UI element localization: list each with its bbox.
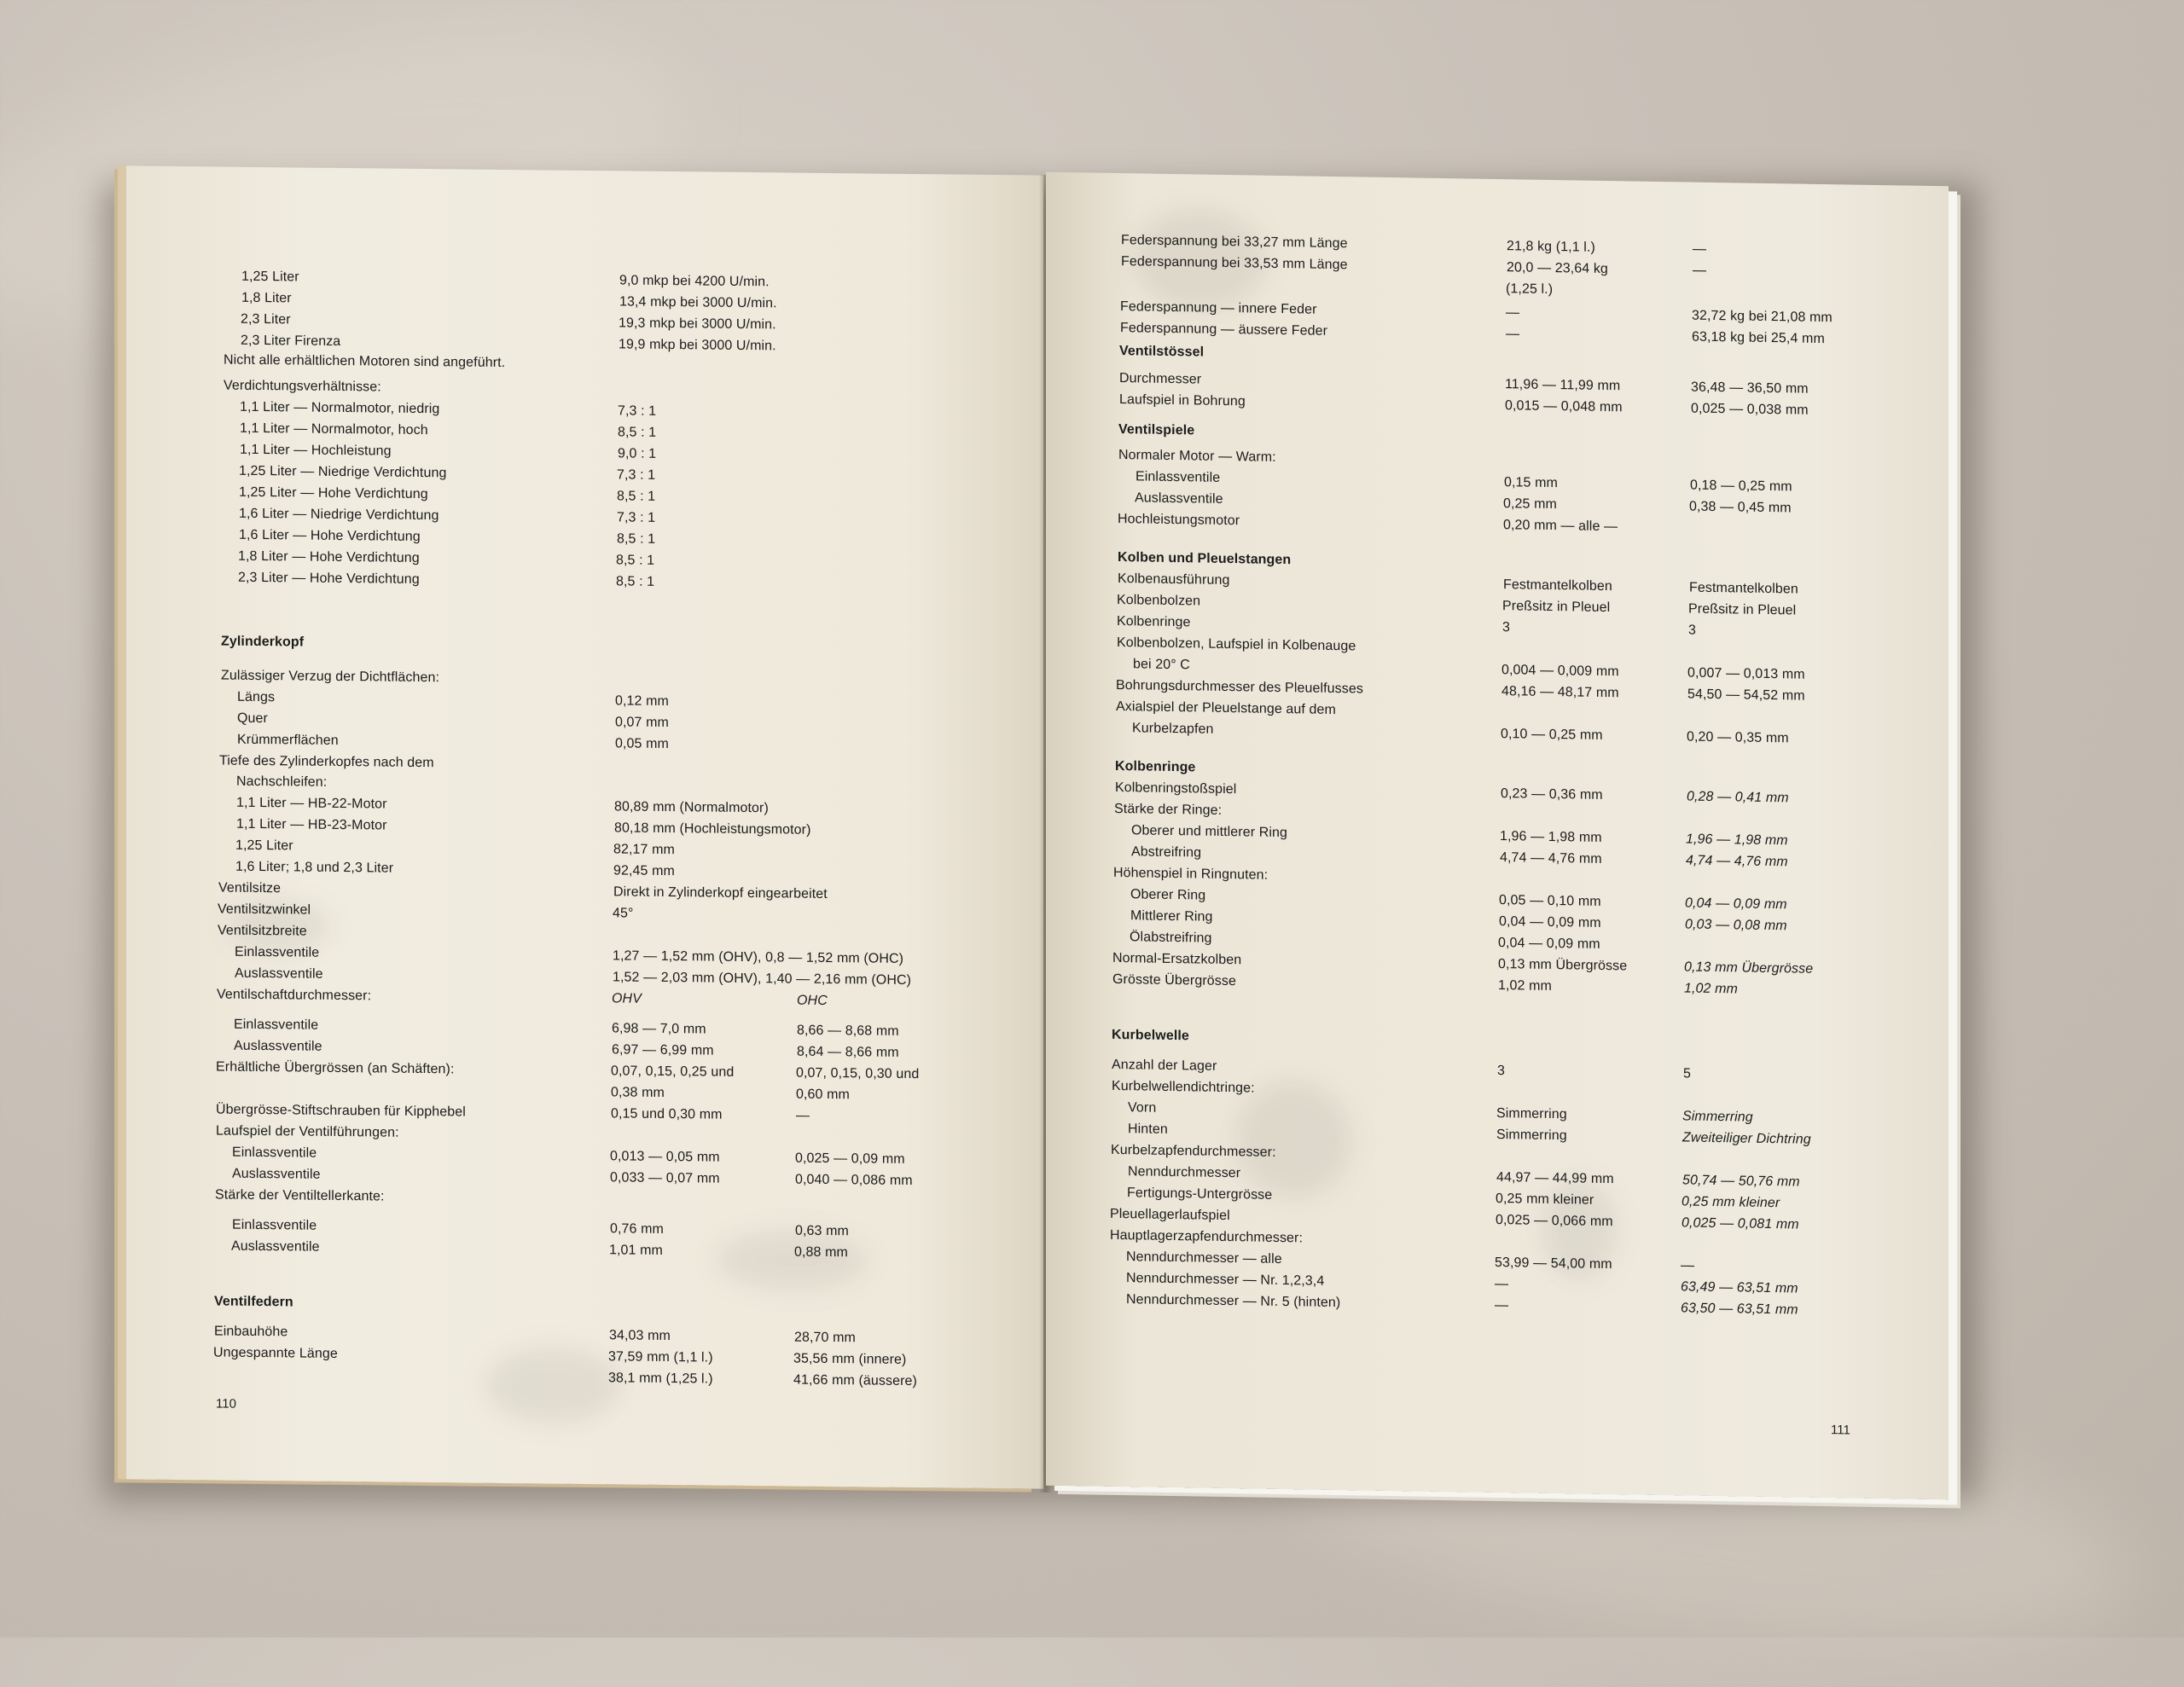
spec-value-alt: 54,50 — 54,52 mm: [1687, 687, 1805, 704]
spec-value-alt: 0,03 — 0,08 mm: [1685, 917, 1787, 934]
section-heading: Zylinderkopf: [221, 634, 305, 650]
spec-label: Hauptlagerzapfendurchmesser:: [1110, 1227, 1304, 1246]
spec-value-alt: 63,18 kg bei 25,4 mm: [1692, 329, 1825, 347]
spec-value-alt: 0,07, 0,15, 0,30 und: [796, 1065, 920, 1082]
spec-value: 21,8 kg (1,1 l.): [1507, 239, 1595, 255]
spec-value: 6,97 — 6,99 mm: [612, 1042, 714, 1058]
spec-label: Auslassventile: [234, 1038, 322, 1054]
spec-value-alt: Simmerring: [1682, 1109, 1753, 1125]
spec-value: —: [1495, 1276, 1509, 1292]
spec-value-alt: 1,96 — 1,98 mm: [1686, 832, 1788, 849]
spec-label: Anzahl der Lager: [1112, 1057, 1217, 1074]
spec-label: Nicht alle erhältlichen Motoren sind angeführt.: [224, 352, 506, 371]
spec-label: 1,6 Liter — Hohe Verdichtung: [239, 527, 421, 544]
spec-label: Fertigungs-Untergrösse: [1127, 1186, 1273, 1203]
spec-label: Einlassventile: [232, 1217, 317, 1233]
spec-value: 92,45 mm: [613, 863, 675, 879]
spec-value: 0,76 mm: [610, 1221, 664, 1237]
spec-label: 1,1 Liter — Hochleistung: [240, 442, 392, 459]
spec-label: Krümmerflächen: [237, 732, 339, 748]
spec-value: 3: [1497, 1064, 1505, 1079]
spec-value: Simmerring: [1496, 1127, 1567, 1144]
spec-value-alt: 36,48 — 36,50 mm: [1691, 380, 1809, 397]
spec-label: Kurbelzapfen: [1132, 721, 1214, 737]
spec-label: 1,1 Liter — HB-23-Motor: [236, 816, 387, 833]
spec-label: Federspannung — äussere Feder: [1120, 321, 1328, 339]
spec-label: Einlassventile: [234, 1017, 319, 1033]
spec-label: 1,25 Liter — Hohe Verdichtung: [239, 484, 428, 502]
spec-value: 0,004 — 0,009 mm: [1502, 663, 1619, 680]
spec-value: 0,013 — 0,05 mm: [610, 1149, 720, 1165]
spec-label: Grösste Übergrösse: [1112, 971, 1236, 989]
spec-value-alt: —: [1681, 1258, 1695, 1273]
spec-label: Kolbenringstoßspiel: [1115, 780, 1237, 797]
spec-value-alt: 0,13 mm Übergrösse: [1684, 959, 1814, 977]
section-heading: Ventilspiele: [1118, 422, 1195, 438]
spec-label: 1,1 Liter — Normalmotor, niedrig: [240, 399, 440, 417]
spec-value-alt: 0,04 — 0,09 mm: [1685, 896, 1787, 913]
spec-value-alt: Preßsitz in Pleuel: [1688, 601, 1797, 618]
spec-value: 45°: [613, 906, 634, 921]
section-heading: Ventilfedern: [214, 1294, 293, 1310]
spec-value: 0,12 mm: [615, 693, 669, 710]
spec-value: 9,0 : 1: [618, 446, 657, 461]
spec-value: 44,97 — 44,99 mm: [1496, 1169, 1614, 1187]
spec-value: —: [1506, 305, 1520, 321]
spec-value: 0,10 — 0,25 mm: [1501, 727, 1603, 743]
spec-value-alt: 0,88 mm: [794, 1244, 848, 1261]
spec-label: 1,1 Liter — Normalmotor, hoch: [240, 420, 428, 438]
spec-value: 34,03 mm: [609, 1328, 671, 1344]
spec-value-alt: —: [1693, 241, 1707, 257]
spec-value: 0,07, 0,15, 0,25 und: [611, 1064, 735, 1080]
spec-label: Ventilsitze: [218, 880, 282, 896]
spec-label: Auslassventile: [232, 1166, 321, 1182]
spec-label: Höhenspiel in Ringnuten:: [1113, 865, 1269, 883]
spec-label: Auslassventile: [1135, 490, 1223, 507]
spec-value: 0,04 — 0,09 mm: [1499, 914, 1601, 930]
spec-label: Kolbenringe: [1117, 613, 1191, 630]
spec-value: 8,5 : 1: [616, 553, 655, 568]
spec-label: Axialspiel der Pleuelstange auf dem: [1116, 699, 1336, 718]
spec-value-alt: 63,50 — 63,51 mm: [1681, 1301, 1798, 1318]
spec-label: Durchmesser: [1119, 371, 1202, 387]
spec-value-alt: 28,70 mm: [794, 1330, 856, 1346]
spec-value: 8,5 : 1: [618, 425, 657, 440]
spec-value: 3: [1502, 620, 1510, 635]
spec-label: Bohrungsdurchmesser des Pleuelfusses: [1116, 677, 1363, 697]
spec-label: Abstreifring: [1131, 844, 1202, 861]
spec-value-alt: 0,63 mm: [795, 1223, 849, 1239]
spec-label: Quer: [237, 710, 268, 727]
spec-label: Federspannung — innere Feder: [1120, 299, 1317, 317]
spec-value: 20,0 — 23,64 kg: [1507, 260, 1608, 277]
spec-value: 6,98 — 7,0 mm: [612, 1021, 706, 1037]
spec-value: 7,3 : 1: [618, 403, 657, 419]
spec-value: 0,05 — 0,10 mm: [1499, 893, 1601, 909]
spec-value-alt: 0,025 — 0,038 mm: [1691, 401, 1809, 418]
spec-label: Federspannung bei 33,27 mm Länge: [1121, 233, 1348, 252]
spec-value-alt: 3: [1688, 623, 1696, 638]
spec-value: 0,025 — 0,066 mm: [1496, 1212, 1613, 1230]
spec-value-alt: 32,72 kg bei 21,08 mm: [1692, 308, 1833, 326]
spec-label: Ölabstreifring: [1130, 930, 1212, 946]
spec-label: 2,3 Liter Firenza: [241, 333, 341, 350]
spec-value-alt: 63,49 — 63,51 mm: [1681, 1279, 1798, 1296]
spec-label: 1,25 Liter: [235, 838, 293, 854]
spec-value: Preßsitz in Pleuel: [1502, 599, 1611, 616]
spec-value-alt: 8,66 — 8,68 mm: [797, 1023, 899, 1039]
spec-value: Simmerring: [1496, 1105, 1567, 1122]
spec-label: Ventilsitzbreite: [218, 923, 307, 939]
section-heading: Kurbelwelle: [1112, 1027, 1189, 1044]
spec-label: Einbauhöhe: [214, 1324, 288, 1340]
spec-value: 0,38 mm: [611, 1085, 665, 1100]
spec-label: Hochleistungsmotor: [1118, 512, 1240, 529]
spec-value: 1,52 — 2,03 mm (OHV), 1,40 — 2,16 mm (OHC): [613, 970, 912, 988]
spec-value-alt: 0,38 — 0,45 mm: [1689, 499, 1792, 516]
spec-label: Auslassventile: [231, 1238, 320, 1255]
spec-label: 1,25 Liter — Niedrige Verdichtung: [239, 463, 447, 481]
spec-value: —: [1506, 327, 1520, 342]
spec-label: Mittlerer Ring: [1130, 908, 1213, 925]
spec-value-alt: 50,74 — 50,76 mm: [1682, 1173, 1800, 1190]
page-number: 110: [216, 1396, 236, 1412]
spec-value: 0,25 mm: [1503, 496, 1557, 513]
spec-value-alt: Zweiteiliger Dichtring: [1682, 1130, 1811, 1147]
spec-label: Ungespannte Länge: [213, 1345, 338, 1361]
spec-value: OHV: [612, 991, 642, 1006]
spec-label: Zulässiger Verzug der Dichtflächen:: [221, 668, 440, 686]
spec-label: Ventilschaftdurchmesser:: [217, 987, 372, 1004]
spec-value: 1,27 — 1,52 mm (OHV), 0,8 — 1,52 mm (OHC): [613, 948, 904, 966]
spec-value: 4,74 — 4,76 mm: [1500, 850, 1602, 867]
spec-label: Normal-Ersatzkolben: [1112, 950, 1242, 968]
spec-row: [126, 1293, 1033, 1325]
spec-value: 0,13 mm Übergrösse: [1498, 957, 1628, 974]
spec-value: Direkt in Zylinderkopf eingearbeitet: [613, 884, 828, 901]
spec-label: 1,1 Liter — HB-22-Motor: [236, 795, 387, 812]
spec-label: Nachschleifen:: [236, 774, 328, 790]
spec-value: 9,0 mkp bei 4200 U/min.: [619, 273, 770, 290]
spec-value-alt: 5: [1683, 1066, 1691, 1081]
spec-value: 7,3 : 1: [617, 467, 656, 483]
spec-value: 0,07 mm: [615, 715, 669, 731]
spec-label: 1,25 Liter: [241, 269, 299, 285]
spec-value: 8,5 : 1: [617, 489, 656, 504]
spec-value: 8,5 : 1: [617, 531, 656, 547]
spec-value: 1,96 — 1,98 mm: [1500, 829, 1602, 845]
spec-label: Hinten: [1128, 1122, 1168, 1137]
spec-label: Längs: [237, 689, 276, 705]
spec-value-alt: 4,74 — 4,76 mm: [1686, 853, 1788, 870]
spec-label: 1,6 Liter — Niedrige Verdichtung: [239, 506, 439, 524]
spec-value: 0,04 — 0,09 mm: [1498, 936, 1600, 952]
spec-value: 0,033 — 0,07 mm: [610, 1170, 720, 1186]
spec-value-alt: 0,025 — 0,081 mm: [1682, 1215, 1799, 1232]
spec-value-alt: —: [796, 1108, 810, 1123]
spec-value-alt: 8,64 — 8,66 mm: [797, 1044, 899, 1060]
spec-label: 1,8 Liter: [241, 290, 292, 306]
spec-label: Federspannung bei 33,53 mm Länge: [1121, 254, 1348, 273]
spec-value: 37,59 mm (1,1 l.): [608, 1349, 713, 1365]
left-page: [126, 165, 1043, 1488]
spec-label: Auslassventile: [235, 965, 323, 982]
spec-value: 38,1 mm (1,25 l.): [608, 1371, 713, 1387]
spec-label: Nenndurchmesser — Nr. 1,2,3,4: [1126, 1271, 1325, 1289]
section-heading: Ventilstössel: [1119, 344, 1205, 360]
spec-label: Ventilsitzwinkel: [218, 901, 311, 918]
spec-value-alt: 0,60 mm: [796, 1087, 850, 1103]
spec-label: Nenndurchmesser: [1128, 1164, 1241, 1181]
spec-label: Übergrösse-Stiftschrauben für Kipphebel: [216, 1102, 466, 1120]
spec-value-alt: 0,25 mm kleiner: [1682, 1194, 1780, 1211]
spec-value-alt: 0,28 — 0,41 mm: [1687, 789, 1789, 806]
spec-value: 13,4 mkp bei 3000 U/min.: [619, 294, 777, 311]
spec-label: Kurbelzapfendurchmesser:: [1111, 1142, 1276, 1160]
spec-label: Tiefe des Zylinderkopfes nach dem: [219, 753, 434, 771]
spec-value: 1,01 mm: [609, 1243, 663, 1258]
section-heading: Kolben und Pleuelstangen: [1118, 550, 1292, 568]
spec-value: 0,015 — 0,048 mm: [1505, 398, 1623, 415]
spec-label: Nenndurchmesser — alle: [1126, 1249, 1282, 1267]
spec-value: 19,9 mkp bei 3000 U/min.: [619, 337, 776, 354]
spec-label: Normaler Motor — Warm:: [1118, 448, 1276, 465]
spec-label: 1,8 Liter — Hohe Verdichtung: [238, 548, 420, 565]
spec-value: 53,99 — 54,00 mm: [1495, 1255, 1612, 1272]
spec-label: Laufspiel in Bohrung: [1119, 392, 1246, 409]
spec-label: bei 20° C: [1133, 657, 1190, 673]
spec-label: Verdichtungsverhältnisse:: [224, 378, 381, 395]
spec-label: Pleuellagerlaufspiel: [1110, 1206, 1230, 1224]
spec-value: 11,96 — 11,99 mm: [1505, 377, 1621, 394]
spec-value-alt: 41,66 mm (äussere): [793, 1372, 917, 1389]
spec-value: 80,18 mm (Hochleistungsmotor): [614, 820, 811, 838]
spec-label: Oberer Ring: [1130, 887, 1206, 903]
spec-label: Stärke der Ringe:: [1114, 801, 1223, 818]
spec-value: 0,15 und 0,30 mm: [611, 1106, 723, 1122]
page-number: 111: [1831, 1423, 1850, 1438]
spec-value-alt: 0,025 — 0,09 mm: [795, 1151, 905, 1167]
spec-label: Nenndurchmesser — Nr. 5 (hinten): [1126, 1292, 1341, 1311]
spec-value: —: [1495, 1297, 1509, 1313]
spec-label: Einlassventile: [235, 944, 320, 960]
spec-value: 0,25 mm kleiner: [1496, 1191, 1594, 1208]
spec-value: 19,3 mkp bei 3000 U/min.: [619, 316, 776, 333]
spec-value: 0,15 mm: [1504, 475, 1558, 491]
spec-value-alt: 0,007 — 0,013 mm: [1687, 665, 1805, 682]
spec-label: Kolbenbolzen, Laufspiel in Kolbenauge: [1117, 635, 1356, 654]
spec-value: 80,89 mm (Normalmotor): [614, 799, 769, 816]
spec-value: 7,3 : 1: [617, 510, 656, 525]
spec-label: Oberer und mittlerer Ring: [1131, 823, 1288, 841]
spec-label: Kolbenausführung: [1118, 571, 1230, 588]
spec-value-alt: 0,040 — 0,086 mm: [795, 1172, 913, 1189]
spec-value-alt: 0,20 — 0,35 mm: [1687, 729, 1789, 746]
section-heading: Kolbenringe: [1115, 758, 1196, 775]
spec-label: Laufspiel der Ventilführungen:: [216, 1123, 399, 1140]
spec-value: 0,23 — 0,36 mm: [1501, 786, 1603, 803]
spec-value-alt: 1,02 mm: [1684, 981, 1738, 997]
spec-label: Vorn: [1128, 1100, 1157, 1116]
spec-value: 0,20 mm — alle —: [1503, 518, 1618, 535]
spec-label: Stärke der Ventiltellerkante:: [215, 1187, 385, 1204]
spec-value-alt: Festmantelkolben: [1689, 580, 1798, 597]
spec-value: 0,05 mm: [615, 736, 669, 752]
spec-label: Kurbelwellendichtringe:: [1112, 1078, 1255, 1096]
spec-value-alt: —: [1693, 263, 1707, 278]
spec-value: 48,16 — 48,17 mm: [1502, 684, 1619, 701]
spec-label: 2,3 Liter — Hohe Verdichtung: [238, 570, 420, 587]
spec-label: Einlassventile: [232, 1145, 317, 1161]
spec-value-alt: OHC: [797, 993, 828, 1008]
right-page: [1046, 172, 1949, 1500]
spec-label: Kolbenbolzen: [1117, 592, 1201, 609]
spec-row: [126, 633, 1040, 664]
spec-value: Festmantelkolben: [1503, 577, 1612, 594]
spec-label: Einlassventile: [1136, 469, 1221, 485]
spec-value: 1,02 mm: [1498, 978, 1552, 994]
spec-row: [1046, 1027, 1939, 1064]
spec-value-alt: 0,18 — 0,25 mm: [1690, 478, 1792, 495]
spec-value-alt: 35,56 mm (innere): [793, 1351, 907, 1367]
spec-value: (1,25 l.): [1506, 281, 1554, 298]
spec-label: 1,6 Liter; 1,8 und 2,3 Liter: [235, 859, 394, 876]
spec-value: 8,5 : 1: [616, 574, 655, 589]
spec-value: 82,17 mm: [613, 842, 675, 858]
spec-label: 2,3 Liter: [241, 311, 291, 328]
spec-label: Erhältliche Übergrössen (an Schäften):: [216, 1059, 455, 1077]
